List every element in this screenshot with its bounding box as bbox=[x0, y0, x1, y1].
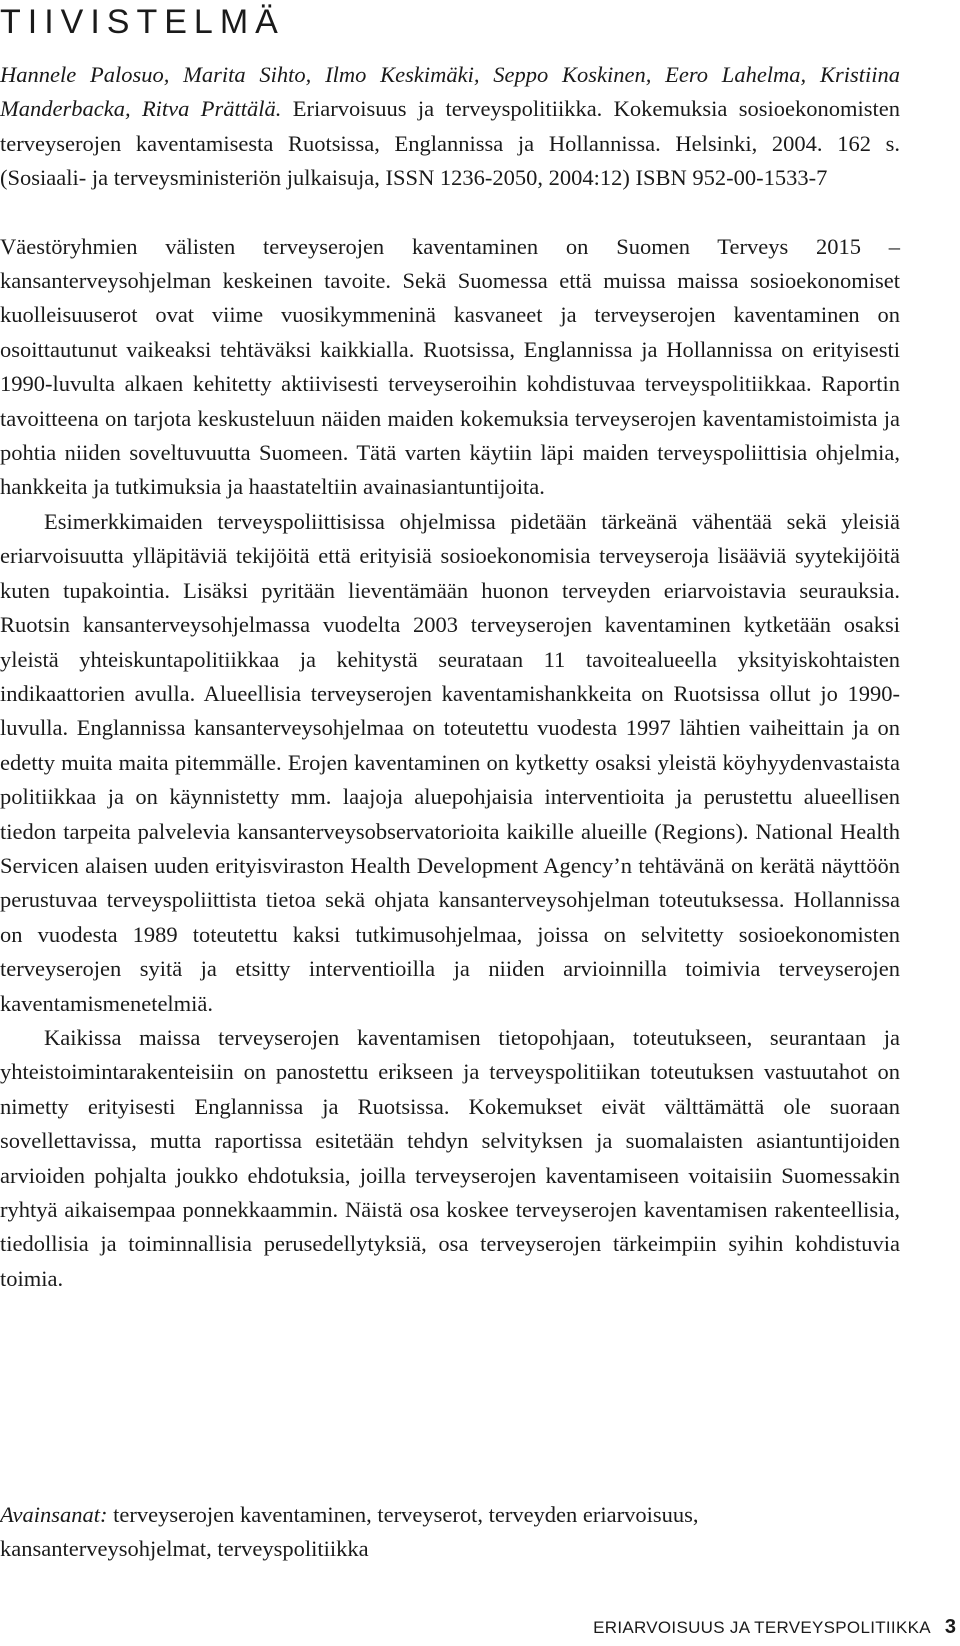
page-title: TIIVISTELMÄ bbox=[0, 3, 285, 41]
bibliographic-reference bbox=[0, 58, 900, 196]
abstract-body bbox=[0, 58, 900, 1296]
reference-details: Eriarvoisuus ja terveyspolitiikka. Kokemuksia sosioekonomisten terveyserojen kaventamisesta Ruotsissa, Englannissa ja Hollannissa. Helsinki, 2004. 162 s. (Sosiaali- ja terveysministeriön julkaisuja, ISSN 1236-2050, 2004:12) ISBN 952-00-1533-7 bbox=[0, 96, 900, 191]
paragraph-gap bbox=[0, 196, 900, 230]
keywords-text: terveyserojen kaventaminen, terveyserot, terveyden eriarvoisuus, kansanterveysohjelmat, terveyspolitiikka bbox=[0, 1502, 699, 1562]
paragraph-1: Väestöryhmien välisten terveyserojen kaventaminen on Suomen Terveys 2015 – kansanterveysohjelman keskeinen tavoite. Sekä Suomessa että muissa maissa sosioekonomiset kuolleisuuserot ovat viime vuosikymmeninä kasvaneet ja terveyserojen kaventaminen on osoittautunut vaikeaksi tehtäväksi kaikkialla. Ruotsissa, Englannissa ja Hollannissa on erityisesti 1990-luvulta alkaen kehitetty aktiivisesti terveyseroihin kohdistuvaa terveyspolitiikkaa. Raportin tavoitteena on tarjota keskusteluun näiden maiden kokemuksia terveyserojen kaventamistoimista ja pohtia niiden soveltuvuutta Suomeen. Tätä varten käytiin läpi maiden terveyspoliittisia ohjelmia, hankkeita ja tutkimuksia ja haastateltiin avainasiantuntijoita. bbox=[0, 233, 900, 500]
keywords bbox=[0, 1498, 900, 1567]
reference-authors: Hannele Palosuo, Marita Sihto, Ilmo Keskimäki, Seppo Koskinen, Eero Lahelma, Kristiina Manderbacka, Ritva Prättälä. bbox=[0, 62, 900, 122]
running-title: ERIARVOISUUS JA TERVEYSPOLITIIKKA bbox=[593, 1618, 931, 1637]
page-footer bbox=[593, 1616, 960, 1642]
page-number: 3 bbox=[944, 1616, 956, 1638]
paragraph-3: Kaikissa maissa terveyserojen kaventamisen tietopohjaan, toteutukseen, seurantaan ja yhteistoimintarakenteisiin on panostettu erikseen ja terveyspolitiikan toteutuksen vastuutahot on nimetty erityisesti Englannissa ja Ruotsissa. Kokemukset eivät välttämättä ole suoraan sovellettavissa, mutta raportissa esitetään tehdyn selvityksen ja suomalaisten asiantuntijoiden arvioiden pohjalta joukko ehdotuksia, joilla terveyserojen kaventamiseen voitaisiin Suomessakin ryhtyä aikaisempaa ponnekkaammin. Näistä osa koskee terveyserojen kaventamisen rakenteellisia, tiedollisia ja toiminnallisia perusedellytyksiä, osa terveyserojen tärkeimpiin syihin kohdistuvia toimia. bbox=[0, 1024, 900, 1291]
paragraph-2: Esimerkkimaiden terveyspoliittisissa ohjelmissa pidetään tärkeänä vähentää sekä yleisiä eriarvoisuutta ylläpitäviä tekijöitä että erityisiä sosioekonomisia terveyseroja lisääviä syytekijöitä kuten tupakointia. Lisäksi pyritään lieventämään huonon terveyden eriarvoistavia seurauksia. Ruotsin kansanterveysohjelmassa vuodelta 2003 terveyserojen kaventaminen kytketään osaksi yleistä yhteiskuntapolitiikkaa ja kehitystä seurataan 11 tavoitealueella yksityiskohtaisten indikaattorien avulla. Alueellisia terveyserojen kaventamishankkeita on Ruotsissa ollut jo 1990-luvulla. Englannissa kansanterveysohjelmaa on toteutettu vuodesta 1997 lähtien vaiheittain ja on edetty muita maita pitemmälle. Erojen kaventaminen on kytketty osaksi yleistä köyhyydenvastaista politiikkaa ja on käynnistetty mm. laajoja aluepohjaisia interventioita ja perustettu alueellisen tiedon tarpeita palvelevia kansanterveysobservatorioita kaikille alueille (Regions). National Health Servicen alaisen uuden erityisviraston Health Development Agency’n tehtävänä on kerätä näyttöön perustuvaa terveyspoliittista tietoa sekä ohjata kansanterveysohjelman toteutuksessa. Hollannissa on vuodesta 1989 toteutettu kaksi tutkimusohjelmaa, joissa on selvitetty sosioekonomisten terveyserojen syitä ja etsitty interventioilla ja niiden arvioinnilla toimivia terveyserojen kaventamismenetelmiä. bbox=[0, 508, 900, 1016]
keywords-label: Avainsanat: bbox=[0, 1502, 108, 1527]
